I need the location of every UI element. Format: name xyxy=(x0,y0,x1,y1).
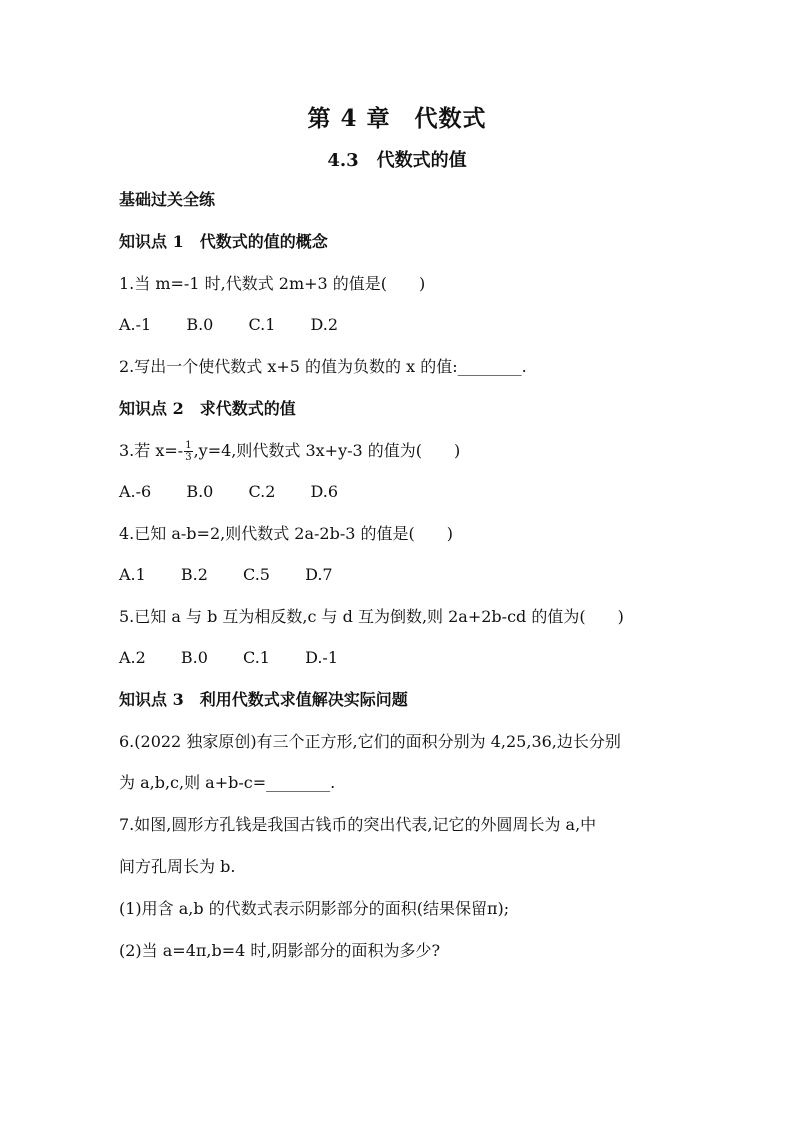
option-d: D.2 xyxy=(310,315,339,334)
knowledge-point-3-title: 知识点 3 利用代数式求值解决实际问题 xyxy=(119,690,408,709)
question-3 xyxy=(119,440,460,463)
option-b: B.0 xyxy=(186,315,214,334)
question-6-line-1: 6.(2022 独家原创)有三个正方形,它们的面积分别为 4,25,36,边长分别 xyxy=(119,732,621,751)
option-c: C.5 xyxy=(243,565,270,584)
option-a: A.1 xyxy=(119,565,146,584)
option-c: C.2 xyxy=(248,482,276,501)
option-c: C.1 xyxy=(243,648,270,667)
question-4: 4.已知 a-b=2,则代数式 2a-2b-3 的值是( ) xyxy=(119,524,454,543)
practice-title: 基础过关全练 xyxy=(119,190,216,209)
fraction-numerator: 1 xyxy=(185,440,192,451)
question-7-line-2: 间方孔周长为 b. xyxy=(119,857,236,876)
fraction-denominator: 3 xyxy=(185,452,192,463)
question-7-line-1: 7.如图,圆形方孔钱是我国古钱币的突出代表,记它的外圆周长为 a,中 xyxy=(119,815,597,834)
question-4-options xyxy=(119,564,363,586)
question-3-suffix: ,y=4,则代数式 3x+y-3 的值为( ) xyxy=(193,441,461,460)
question-7-part-1: (1)用含 a,b 的代数式表示阴影部分的面积(结果保留π); xyxy=(119,899,510,918)
option-d: D.6 xyxy=(310,482,339,501)
option-d: D.-1 xyxy=(305,648,339,667)
option-b: B.2 xyxy=(180,565,208,584)
option-d: D.7 xyxy=(305,565,333,584)
option-b: B.0 xyxy=(186,482,214,501)
question-7-part-2: (2)当 a=4π,b=4 时,阴影部分的面积为多少? xyxy=(119,941,441,960)
option-a: A.-1 xyxy=(119,315,152,334)
question-5-options xyxy=(119,647,368,669)
option-c: C.1 xyxy=(248,315,276,334)
question-2: 2.写出一个使代数式 x+5 的值为负数的 x 的值:________. xyxy=(119,357,527,376)
knowledge-point-1-title: 知识点 1 代数式的值的概念 xyxy=(119,232,328,251)
option-b: B.0 xyxy=(180,648,208,667)
option-a: A.2 xyxy=(119,648,146,667)
question-3-options xyxy=(119,481,368,503)
chapter-title: 第 4 章 代数式 xyxy=(307,105,487,132)
question-5: 5.已知 a 与 b 互为相反数,c 与 d 互为倒数,则 2a+2b-cd 的值为( ) xyxy=(119,607,624,626)
option-a: A.-6 xyxy=(119,482,152,501)
question-6-line-2: 为 a,b,c,则 a+b-c=________. xyxy=(119,773,336,792)
question-1: 1.当 m=-1 时,代数式 2m+3 的值是( ) xyxy=(119,274,426,293)
knowledge-point-2-title: 知识点 2 求代数式的值 xyxy=(119,399,296,418)
fraction-one-third xyxy=(184,440,192,463)
section-title: 4.3 代数式的值 xyxy=(327,150,467,171)
question-1-options xyxy=(119,314,368,336)
question-3-prefix: 3.若 x=- xyxy=(119,441,184,460)
